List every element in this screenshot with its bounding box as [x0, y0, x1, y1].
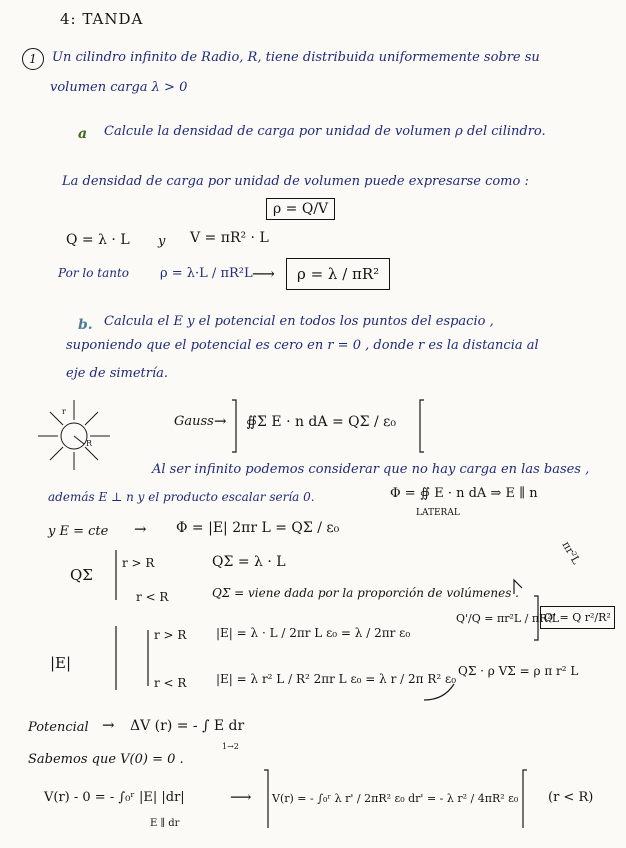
potential-equation: ΔV (r) = - ∫ E dr	[130, 718, 245, 734]
known-condition: Sabemos que V(0) = 0 .	[28, 752, 184, 767]
conjunction-y: y	[158, 234, 166, 249]
boxed-rho: ρ = Q/V	[266, 198, 335, 220]
e-outside-value: |E| = λ · L / 2πr L ε₀ = λ / 2πr ε₀	[216, 626, 411, 640]
gauss-label: Gauss	[174, 414, 214, 429]
q-case-outside: r > R	[122, 556, 155, 570]
problem-statement-line2: volumen carga λ > 0	[50, 80, 188, 95]
volume-expression: V = πR² · L	[190, 230, 269, 246]
svg-text:πr²L: πr²L	[559, 539, 583, 567]
constant-note: y E = cte	[48, 524, 109, 539]
q-sigma-label: QΣ	[70, 566, 93, 584]
page-title: 4: TANDA	[60, 10, 144, 28]
rho-result: ρ = λ / πR²	[286, 258, 390, 290]
part-a-letter: a	[78, 126, 88, 142]
parallel-note: E ∥ dr	[150, 818, 180, 829]
q-density-relation: QΣ · ρ VΣ = ρ π r² L	[458, 664, 579, 678]
e-magnitude-label: |E|	[50, 654, 72, 672]
q-case-inside: r < R	[136, 590, 169, 604]
problem-statement-line1: Un cilindro infinito de Radio, R, tiene distribuida uniformemente sobre su	[52, 50, 540, 65]
e-case-inside: r < R	[154, 676, 187, 690]
part-a-question: Calcule la densidad de carga por unidad de volumen ρ del cilindro.	[104, 124, 546, 139]
potential-limits: 1→2	[222, 742, 239, 751]
perpendicular-note: además E ⊥ n y el producto escalar sería 0.	[48, 490, 315, 504]
arrow-to-result: ⟶	[252, 264, 275, 283]
svg-text:r: r	[62, 407, 66, 416]
charge-expression: Q = λ · L	[66, 232, 130, 248]
q-inside-value: QΣ = viene dada por la proporción de volúmenes .	[212, 586, 519, 600]
part-b-question-line3: eje de simetría.	[66, 366, 169, 381]
part-b-question-line2: suponiendo que el potencial es cero en r = 0 , donde r es la distancia al	[66, 338, 539, 353]
infinite-note: Al ser infinito podemos considerar que no hay carga en las bases ,	[152, 462, 590, 477]
gauss-arrow: →	[214, 412, 227, 430]
rho-step: ρ = λ·L / πR²L	[160, 266, 253, 281]
e-inside-value: |E| = λ r² L / R² 2πr L ε₀ = λ r / 2π R² ε₀	[216, 672, 457, 686]
part-b-question-line1: Calcula el E y el potencial en todos los puntos del espacio ,	[104, 314, 494, 329]
flux-equation: Φ = |E| 2πr L = QΣ / ε₀	[176, 520, 340, 536]
potential-label: Potencial	[28, 720, 89, 735]
potential-arrow: →	[102, 716, 115, 734]
integral-rhs: V(r) = - ∫₀ʳ λ r' / 2πR² ε₀ dr' = - λ r² / 4πR² ε₀	[272, 792, 519, 805]
problem-number-text: 1	[29, 52, 37, 66]
therefore-label: Por lo tanto	[58, 266, 129, 280]
svg-text:R: R	[86, 439, 93, 448]
volume-ratio: Q'/Q = πr²L / πR²L	[456, 612, 560, 625]
radius-condition: (r < R)	[548, 790, 594, 805]
integral-lhs: V(r) - 0 = - ∫₀ʳ |E| |dr|	[44, 790, 185, 805]
q-outside-value: QΣ = λ · L	[212, 554, 286, 570]
lateral-label: LATERAL	[416, 508, 460, 518]
part-a-answer-intro: La densidad de carga por unidad de volumen puede expresarse como :	[62, 174, 529, 189]
e-case-outside: r > R	[154, 628, 187, 642]
integral-arrow: ⟶	[230, 788, 252, 806]
lateral-flux-equation: Φ = ∯ E · n dA ⇒ E ∥ n	[390, 486, 538, 501]
ratio-result: Q' = Q r²/R²	[540, 606, 615, 629]
part-b-letter: b.	[78, 317, 93, 333]
const-arrow: →	[134, 520, 147, 538]
gauss-equation: ∯Σ E · n dA = QΣ / ε₀	[246, 414, 396, 430]
